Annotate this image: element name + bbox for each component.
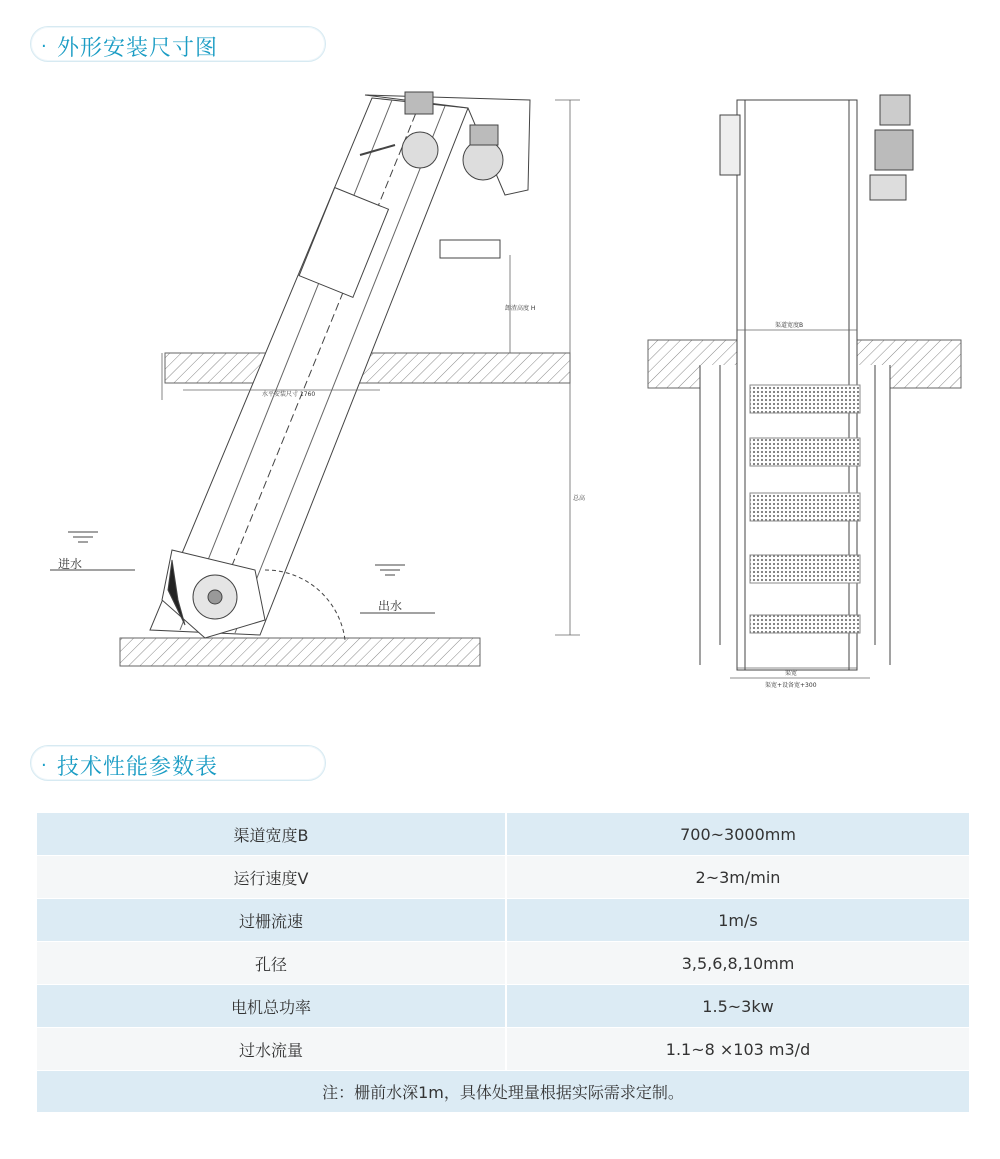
frame-width-label: 渠宽 (785, 670, 798, 677)
table-row (37, 899, 969, 942)
table-row (37, 1028, 969, 1071)
section-title-table: 技术性能参数表 (57, 755, 219, 780)
param-value: 1.5~3kw (506, 985, 969, 1028)
section-title-drawing: 外形安装尺寸图 (57, 36, 219, 61)
section-header-table (30, 745, 326, 781)
param-value: 700~3000mm (506, 813, 969, 856)
table-row (37, 942, 969, 985)
table-note: 注：栅前水深1m，具体处理量根据实际需求定制。 (37, 1071, 969, 1113)
overall-width-label: 渠宽+设备宽+300 (765, 682, 817, 689)
ground-slab-lower (120, 638, 480, 666)
table-note-row (37, 1071, 969, 1113)
param-name: 孔径 (37, 942, 506, 985)
param-value: 1m/s (506, 899, 969, 942)
param-name: 过栅流速 (37, 899, 506, 942)
outlet-label: 出水 (378, 599, 403, 613)
discharge-height-label: 卸渣高度 H (505, 305, 536, 312)
param-value: 2~3m/min (506, 856, 969, 899)
total-height-label: 总高 (573, 495, 586, 502)
table-row (37, 985, 969, 1028)
param-name: 电机总功率 (37, 985, 506, 1028)
param-name: 运行速度V (37, 856, 506, 899)
installation-drawing (0, 70, 1000, 710)
table-row (37, 856, 969, 899)
param-value: 3,5,6,8,10mm (506, 942, 969, 985)
bullet-dot-icon: · (41, 36, 47, 57)
param-value: 1.1~8 ×103 m3/d (506, 1028, 969, 1071)
horizontal-dimension-label: 水平安装尺寸 1760 (262, 391, 316, 398)
param-name: 过水流量 (37, 1028, 506, 1071)
bullet-dot-icon: · (41, 755, 47, 776)
section-header-drawing (30, 26, 326, 62)
param-name: 渠道宽度B (37, 813, 506, 856)
channel-width-label: 渠道宽度B (775, 322, 804, 329)
table-row (37, 813, 969, 856)
inlet-label: 进水 (58, 557, 83, 571)
spec-table (37, 813, 969, 1113)
